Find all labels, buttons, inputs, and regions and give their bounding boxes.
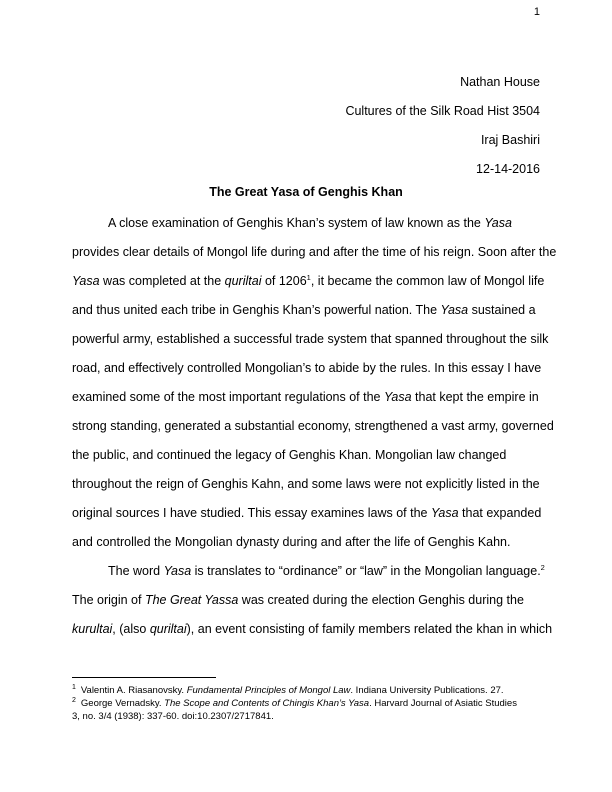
paragraph-1-line-4	[72, 296, 540, 325]
paragraph-1-line-3	[72, 267, 545, 296]
paragraph-1-line-2: provides clear details of Mongol life during and after the time of his reign. Soon after the	[72, 245, 557, 259]
text-run: examined some of the most important regulations of the	[72, 390, 384, 404]
italic-term: Yasa	[72, 274, 100, 288]
paragraph-1-line-1	[72, 209, 540, 238]
paragraph-1-line-8: strong standing, generated a substantial economy, strengthened a vast army, governed	[72, 419, 554, 433]
footnote-work-title: Fundamental Principles of Mongol Law	[186, 685, 351, 696]
italic-term: Yasa	[430, 506, 459, 520]
text-run: that expanded	[458, 506, 542, 520]
footnotes	[72, 684, 542, 723]
italic-term: kurultai	[72, 622, 113, 636]
paragraph-2-line-2	[72, 586, 540, 615]
paragraph-2-line-3	[72, 615, 553, 644]
paragraph-1-line-12: and controlled the Mongolian dynasty during and after the life of Genghis Kahn.	[72, 535, 511, 549]
footnote-separator	[72, 677, 216, 678]
italic-term: Yasa	[440, 303, 469, 317]
text-run: The origin of	[72, 593, 145, 607]
footnote-2-continuation: 3, no. 3/4 (1938): 337-60. doi:10.2307/2717841.	[72, 711, 274, 722]
text-run: that kept the empire in	[411, 390, 539, 404]
italic-term: quriltai	[149, 622, 187, 636]
paragraph-2-line-1	[72, 557, 545, 586]
text-run: ), an event consisting of family members related the khan in which	[186, 622, 553, 636]
text-run: The word	[108, 564, 164, 578]
paragraph-1-line-9: the public, and continued the legacy of Genghis Khan. Mongolian law changed	[72, 448, 507, 462]
paragraph-1-line-7	[72, 383, 540, 412]
footnote-reference: 1	[306, 272, 311, 282]
text-run: , it became the common law of Mongol life	[310, 274, 545, 288]
paper-header	[240, 68, 540, 184]
submission-date: 12-14-2016	[476, 162, 540, 176]
italic-term: The Great Yassa	[144, 593, 239, 607]
footnote-author: George Vernadsky.	[80, 698, 165, 709]
text-run: is translates to “ordinance” or “law” in the Mongolian language.	[191, 564, 541, 578]
text-run: original sources I have studied. This essay examines laws of the	[72, 506, 431, 520]
footnote-2: 2 George Vernadsky. The Scope and Contents of Chingis Khan’s Yasa. Harvard Journal of Asiatic Studies	[72, 696, 517, 709]
footnote-details: . Harvard Journal of Asiatic Studies	[369, 698, 517, 709]
paragraph-1-line-5: powerful army, established a successful trade system that spanned throughout the silk	[72, 332, 549, 346]
text-run: , (also	[112, 622, 150, 636]
footnote-author: Valentin A. Riasanovsky.	[80, 685, 187, 696]
paragraph-1-line-6: road, and effectively controlled Mongolian’s to abide by the rules. In this essay I have	[72, 361, 542, 375]
text-run: sustained a	[468, 303, 536, 317]
footnote-reference: 2	[540, 562, 545, 572]
page-number: 1	[533, 6, 540, 18]
footnote-1: 1 Valentin A. Riasanovsky. Fundamental Principles of Mongol Law. Indiana University Publications. 27.	[72, 683, 504, 696]
text-run: was completed at the	[99, 274, 225, 288]
text-run: and thus united each tribe in Genghis Khan’s powerful nation. The	[72, 303, 441, 317]
text-run: was created during the election Genghis during the	[238, 593, 524, 607]
essay-body	[72, 209, 557, 644]
footnote-details: . Indiana University Publications. 27.	[350, 685, 504, 696]
paragraph-1-line-11	[72, 499, 540, 528]
italic-term: Yasa	[163, 564, 192, 578]
italic-term: Yasa	[484, 216, 512, 230]
paragraph-1-line-10: throughout the reign of Genghis Kahn, and some laws were not explicitly listed in the	[72, 477, 540, 491]
instructor-name: Iraj Bashiri	[480, 133, 540, 147]
paper-title: The Great Yasa of Genghis Khan	[209, 185, 403, 199]
text-run: of 1206	[261, 274, 307, 288]
italic-term: Yasa	[383, 390, 412, 404]
italic-term: quriltai	[224, 274, 262, 288]
text-run: A close examination of Genghis Khan’s system of law known as the	[108, 216, 485, 230]
course-name: Cultures of the Silk Road Hist 3504	[345, 104, 540, 118]
author-name: Nathan House	[460, 75, 540, 89]
footnote-work-title: The Scope and Contents of Chingis Khan’s Yasa	[164, 698, 370, 709]
